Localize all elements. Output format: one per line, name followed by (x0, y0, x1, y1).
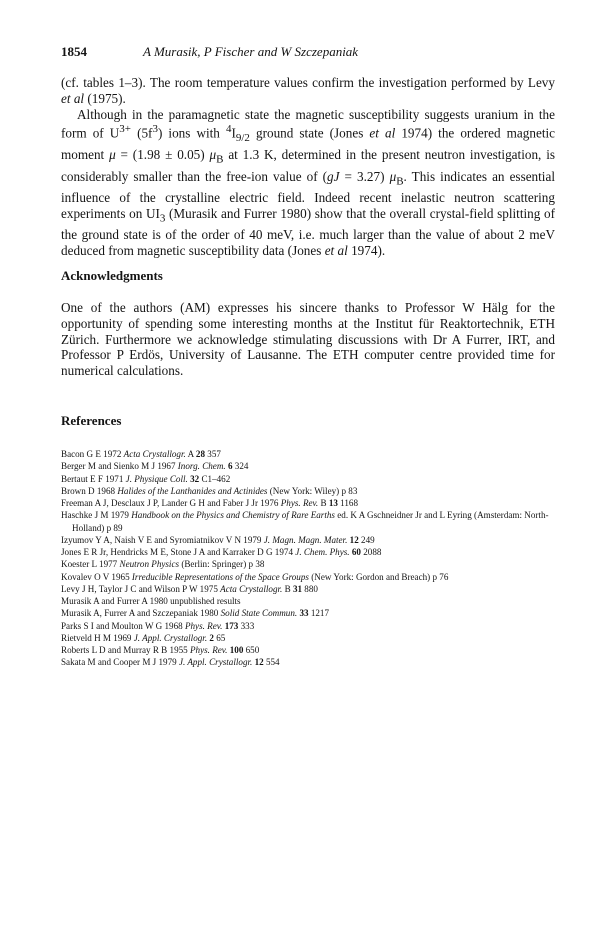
paragraph-2: Although in the paramagnetic state the magnetic susceptibility suggests uranium in the form of $U^{3+}$ $(5f^3)$ ions with $^4I_{9/2}$ ground state (Jones et al 1974) the ordered magnetic moment μ = (1.98 ± 0.05) $\mu_B$ at 1.3 K, determined in the present neutron investigation, is considerably smaller than the free-ion value of (gJ = 3.27) $\mu_B$. This indicates an essential influence of the crystalline electric field. Indeed recent inelastic neutron scattering experiments on $UI_3$ (Murasik and Furrer 1980) show that the overall crystal-field splitting of the ground state is of the order of 40 meV, i.e. much larger than the value of about 2 meV deduced from magnetic susceptibility data (Jones et al 1974). (61, 106, 555, 259)
reference-item: Levy J H, Taylor J C and Wilson P W 1975 Acta Crystallogr. B 31 880 (61, 583, 318, 594)
reference-item: Roberts L D and Murray R B 1955 Phys. Rev. 100 650 (61, 645, 260, 655)
reference-item: Murasik A, Furrer A and Szczepaniak 1980 Solid State Commun. 33 1217 (61, 608, 330, 619)
running-header (61, 44, 358, 60)
reference-list (61, 448, 561, 669)
references-heading: References (61, 413, 122, 428)
reference-item: Kovalev O V 1965 Irreducible Representations of the Space Groups (New York: Gordon and Breach) p 76 (61, 571, 449, 582)
reference-item: Brown D 1968 Halides of the Lanthanides and Actinides (New York: Wiley) p 83 (61, 485, 358, 496)
reference-item: Haschke J M 1979 Handbook on the Physics and Chemistry of Rare Earths ed. K A Gschneidner Jr and L Eyring (Amsterdam: North-Holland) p 89 (61, 510, 549, 533)
body-text (61, 75, 555, 259)
paragraph-1: (cf. tables 1–3). The room temperature values confirm the investigation performed by Levy et al (1975). (61, 75, 555, 106)
reference-item: Bacon G E 1972 Acta Crystallogr. A 28 357 (61, 449, 221, 459)
page-number: 1854 (61, 44, 87, 59)
reference-item: Murasik A and Furrer A 1980 unpublished results (61, 596, 241, 606)
reference-item: Berger M and Sienko M J 1967 Inorg. Chem. 6 324 (61, 461, 249, 472)
reference-item: Freeman A J, Desclaux J P, Lander G H and Faber J Jr 1976 Phys. Rev. B 13 1168 (61, 498, 359, 508)
reference-item: Sakata M and Cooper M J 1979 J. Appl. Crystallogr. 12 554 (61, 657, 280, 668)
acknowledgments-heading: Acknowledgments (61, 268, 163, 283)
reference-item: Jones E R Jr, Hendricks M E, Stone J A and Karraker D G 1974 J. Chem. Phys. 60 2088 (61, 547, 382, 557)
reference-item: Rietveld H M 1969 J. Appl. Crystallogr. 2 65 (61, 632, 226, 643)
acknowledgments-text (61, 300, 555, 379)
reference-item: Izyumov Y A, Naish V E and Syromiatnikov V N 1979 J. Magn. Magn. Mater. 12 249 (61, 534, 375, 545)
reference-item: Bertaut E F 1971 J. Physique Coll. 32 C1–462 (61, 473, 231, 484)
acknowledgments-paragraph: One of the authors (AM) expresses his sincere thanks to Professor W Hälg for the opportunity of spending some interesting months at the Institut für Reaktortechnik, ETH Zürich. Furthermore we acknowledge stimulating discussions with Dr A Furrer, IRT, and Professor P Erdös, University of Lausanne. The ETH computer centre provided time for numerical calculations. (61, 300, 555, 379)
reference-item: Koester L 1977 Neutron Physics (Berlin: Springer) p 38 (61, 559, 265, 570)
reference-item: Parks S I and Moulton W G 1968 Phys. Rev. 173 333 (61, 620, 255, 631)
running-authors: A Murasik, P Fischer and W Szczepaniak (143, 44, 359, 59)
